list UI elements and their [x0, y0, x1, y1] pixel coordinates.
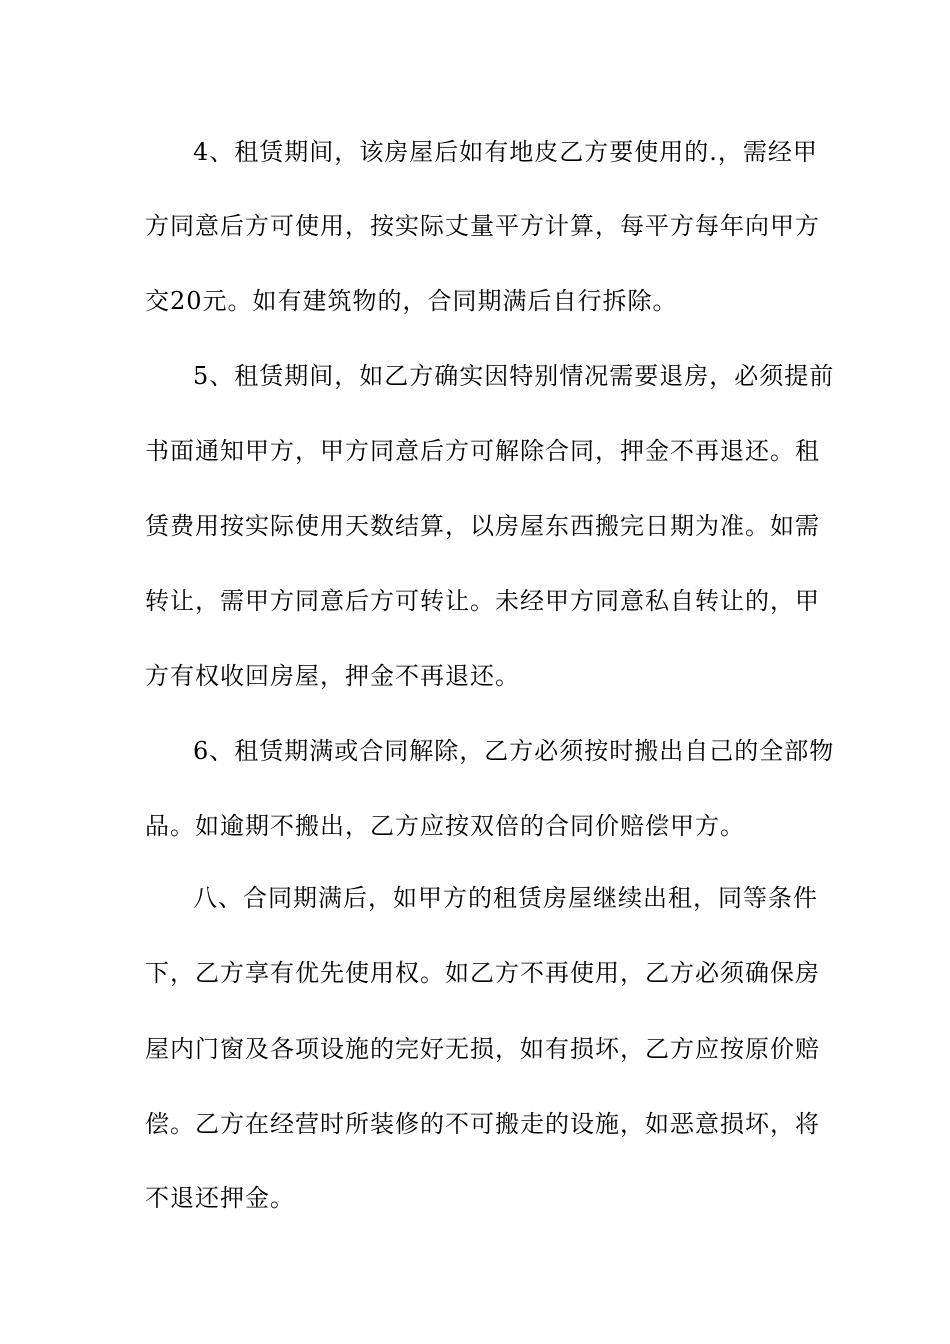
clause-8-line-3: 屋内门窗及各项设施的完好无损，如有损坏，乙方应按原价赔 [145, 1035, 820, 1063]
clause-5-line-1: 5、租赁期间，如乙方确实因特别情况需要退房，必须提前 [193, 362, 835, 390]
clause-6-line-1: 6、租赁期满或合同解除，乙方必须按时搬出自己的全部物 [193, 737, 835, 765]
clause-6-line-2: 品。如逾期不搬出，乙方应按双倍的合同价赔偿甲方。 [145, 812, 745, 840]
clause-5-line-2: 书面通知甲方，甲方同意后方可解除合同，押金不再退还。租 [145, 437, 820, 465]
clause-8-line-1: 八、合同期满后，如甲方的租赁房屋继续出租，同等条件 [193, 884, 818, 912]
clause-5-line-4: 转让，需甲方同意后方可转让。未经甲方同意私自转让的，甲 [145, 587, 820, 615]
clause-4-line-1: 4、租赁期间，该房屋后如有地皮乙方要使用的.，需经甲 [193, 138, 818, 166]
clause-8-line-4: 偿。乙方在经营时所装修的不可搬走的设施，如恶意损坏，将 [145, 1110, 820, 1138]
clause-5-line-5: 方有权收回房屋，押金不再退还。 [145, 662, 520, 690]
clause-4-line-2: 方同意后方可使用，按实际丈量平方计算，每平方每年向甲方 [145, 212, 820, 240]
clause-8-line-5: 不退还押金。 [145, 1184, 295, 1212]
clause-8-line-2: 下，乙方享有优先使用权。如乙方不再使用，乙方必须确保房 [145, 959, 820, 987]
clause-4-line-3: 交20元。如有建筑物的，合同期满后自行拆除。 [145, 287, 678, 315]
clause-5-line-3: 赁费用按实际使用天数结算，以房屋东西搬完日期为准。如需 [145, 512, 820, 540]
